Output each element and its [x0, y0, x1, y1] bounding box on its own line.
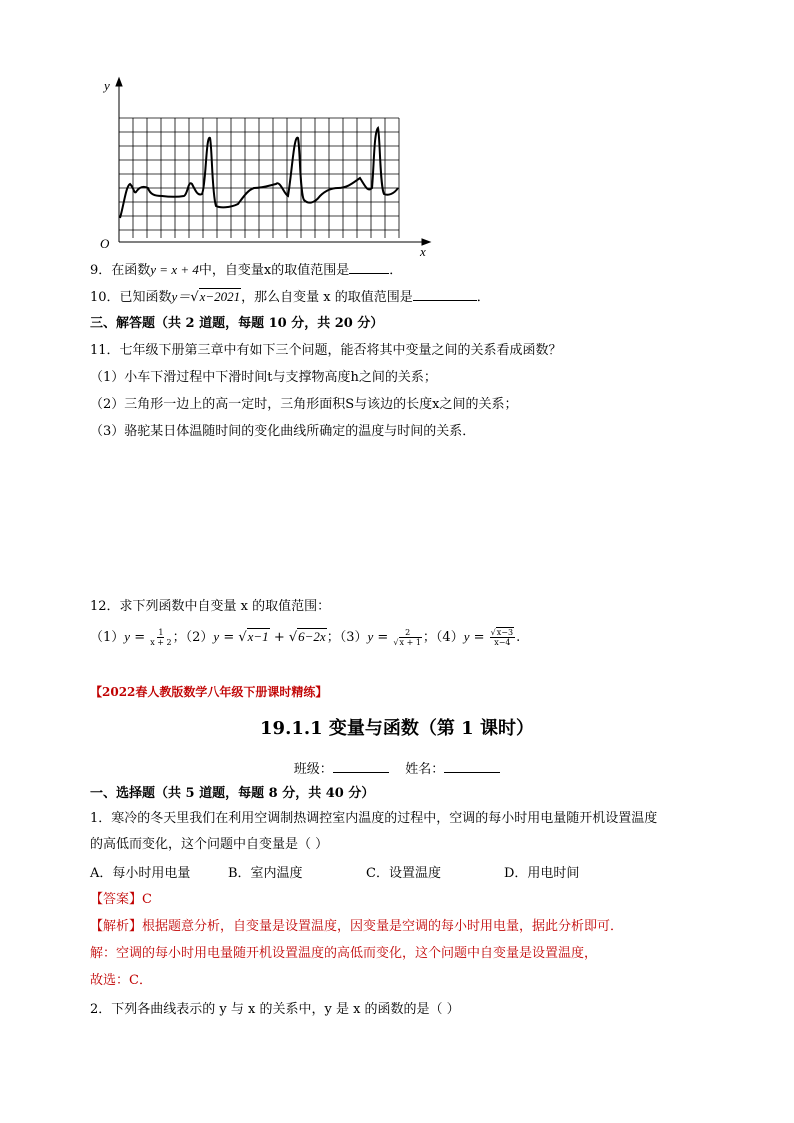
question-1-options [90, 865, 579, 883]
question-10: 10．已知函数y＝√x−2021，那么自变量 x 的取值范围是 ． [90, 289, 490, 305]
q10-radicand: x−2021 [199, 289, 241, 304]
solution-text: 解：空调的每小时用电量随开机设置温度的高低而变化，这个问题中自变量是设置温度， [90, 946, 598, 961]
origin-label: O [100, 236, 110, 251]
q12-end: . [516, 630, 521, 645]
q12-part-2: ；（2） [172, 630, 214, 645]
q12-part-1: （1） [90, 630, 125, 645]
question-2-stem: 2．下列各曲线表示的 y 与 x 的关系中，y 是 x 的函数的是（ ） [90, 1002, 460, 1017]
class-name-line [0, 758, 794, 777]
q10-y: y＝ [171, 289, 191, 304]
grid [119, 118, 399, 238]
q10-blank[interactable] [413, 288, 477, 301]
q9-expression: y = x + 4 [150, 262, 199, 277]
question-9: 9．在函数y = x + 4中，自变量x的取值范围是 ． [90, 262, 403, 278]
question-11-stem: 11．七年级下册第三章中有如下三个问题，能否将其中变量之间的关系看成函数？ [90, 343, 562, 358]
q12-part-4: ；（4） [422, 630, 464, 645]
q10-suffix: ，那么自变量 x 的取值范围是 [241, 290, 413, 305]
choose-text: 故选：C． [90, 973, 152, 988]
x-axis-label: x [420, 244, 426, 256]
q9-blank[interactable] [349, 261, 389, 274]
question-11-item-3: （3）骆驼某日体温随时间的变化曲线所确定的温度与时间的关系． [90, 424, 476, 439]
question-12-formulas: （1）y = $\frac{1}{x + 2}$ ；（2）y = √x−1 + √6−2x；（3）y = $\frac{2}{√x + 1}$ ；（4）y = $\frac{√x-3}{x-4}$ . [90, 628, 521, 647]
name-label: 姓名： [405, 762, 445, 777]
q12-part-3: ；（3） [326, 630, 368, 645]
temperature-graph [92, 76, 442, 256]
q12-fraction-4: $\frac{√x-3}{x-4}$ [490, 628, 514, 647]
q12-fraction-3: $\frac{2}{√x + 1}$ [393, 628, 421, 647]
section-1-heading: 一、选择题（共 5 道题，每题 8 分，共 40 分） [90, 786, 375, 801]
question-11-item-2: （2）三角形一边上的高一定时，三角形面积S与该边的长度x之间的关系； [90, 397, 518, 412]
q12-fraction-1: $\frac{1}{x + 2}$ [150, 628, 172, 647]
q12-radicand-b: 6−2x [298, 629, 326, 644]
header-tag: 【2022春人教版数学八年级下册课时精练】 [90, 685, 328, 699]
option-d[interactable]: D．用电时间 [504, 866, 580, 881]
question-12-stem: 12．求下列函数中自变量 x 的取值范围： [90, 599, 331, 614]
section-3-heading: 三、解答题（共 2 道题，每题 10 分，共 20 分） [90, 316, 384, 331]
q9-prefix: 9．在函数 [90, 263, 151, 278]
question-1-stem-line-2: 的高低而变化，这个问题中自变量是（ ） [90, 837, 329, 852]
option-a[interactable]: A．每小时用电量 [90, 866, 191, 881]
q12-radicand-a: x−1 [247, 629, 269, 644]
q10-prefix: 10．已知函数 [90, 290, 172, 305]
name-blank[interactable] [444, 760, 500, 773]
analysis-text: 【解析】根据题意分析，自变量是设置温度，因变量是空调的每小时用电量，据此分析即可． [90, 919, 624, 934]
class-label: 班级： [293, 762, 333, 777]
answer-label: 【答案】C [90, 892, 152, 907]
question-1-stem-line-1: 1．寒冷的冬天里我们在利用空调制热调控室内温度的过程中，空调的每小时用电量随开机设置温度 [90, 811, 658, 826]
q9-suffix: 中，自变量x的取值范围是 [198, 263, 350, 278]
class-blank[interactable] [333, 760, 389, 773]
y-axis-label: y [104, 78, 110, 93]
question-11-item-1: （1）小车下滑过程中下滑时间t与支撑物高度h之间的关系； [90, 370, 437, 385]
option-b[interactable]: B．室内温度 [228, 866, 303, 881]
lesson-title: 19.1.1 变量与函数（第 1 课时） [260, 718, 534, 739]
option-c[interactable]: C．设置温度 [366, 866, 441, 881]
